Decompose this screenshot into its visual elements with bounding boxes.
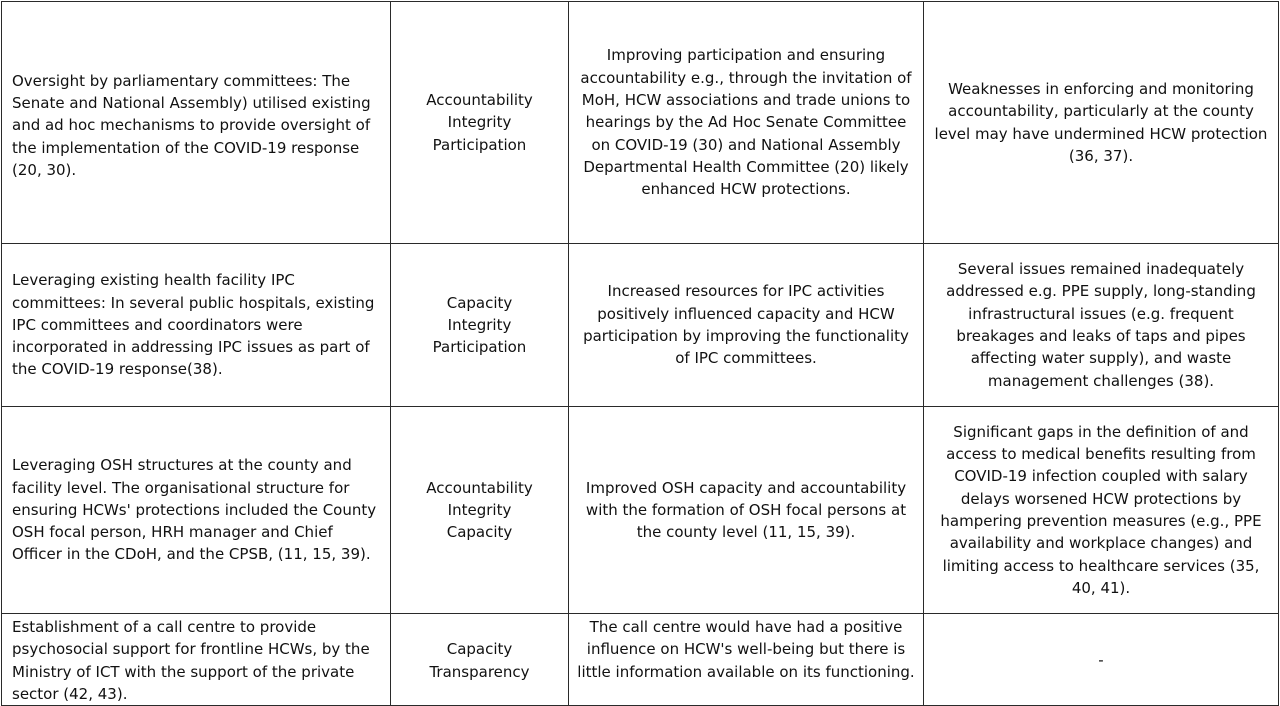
- table-row: [2, 2, 1279, 244]
- gaps-cell: -: [924, 614, 1279, 706]
- domain-label: Accountability: [426, 478, 533, 497]
- domain-label: Capacity: [446, 640, 513, 659]
- domain-label: Transparency: [429, 662, 530, 681]
- domain-label: Participation: [432, 135, 527, 154]
- domain-label: Integrity: [447, 315, 512, 334]
- table-row: [2, 244, 1279, 407]
- gaps-cell: Significant gaps in the definition of and access to medical benefits resulting from COVID-19 infection coupled with salary delays worsened HCW protections by hampering prevention measures (e.g., PPE availability and workplace changes) and limiting access to healthcare services (35, 40, 41).: [924, 407, 1279, 614]
- intervention-cell: Leveraging OSH structures at the county and facility level. The organisational structure for ensuring HCWs' protections included the County OSH focal person, HRH manager and Chief Officer in the CDoH, and the CPSB, (11, 15, 39).: [2, 407, 391, 614]
- domain-label: Capacity: [446, 293, 513, 312]
- effect-cell: Improving participation and ensuring accountability e.g., through the invitation of MoH, HCW associations and trade unions to hearings by the Ad Hoc Senate Committee on COVID-19 (30) and National Assembly Departmental Health Committee (20) likely enhanced HCW protections.: [569, 2, 924, 244]
- domains-cell: [391, 614, 569, 706]
- gaps-cell: Several issues remained inadequately addressed e.g. PPE supply, long-standing infrastructural issues (e.g. frequent breakages and leaks of taps and pipes affecting water supply), and waste management challenges (38).: [924, 244, 1279, 407]
- domain-label: Integrity: [447, 500, 512, 519]
- domain-label: Integrity: [447, 113, 512, 132]
- effect-cell: Improved OSH capacity and accountability with the formation of OSH focal persons at the county level (11, 15, 39).: [569, 407, 924, 614]
- domain-label: Participation: [432, 338, 527, 357]
- gaps-cell: Weaknesses in enforcing and monitoring accountability, particularly at the county level may have undermined HCW protection (36, 37).: [924, 2, 1279, 244]
- domain-label: Accountability: [426, 91, 533, 110]
- effect-cell: Increased resources for IPC activities positively influenced capacity and HCW participation by improving the functionality of IPC committees.: [569, 244, 924, 407]
- domains-cell: [391, 244, 569, 407]
- domain-label: Capacity: [446, 523, 513, 542]
- intervention-cell: Leveraging existing health facility IPC committees: In several public hospitals, existing IPC committees and coordinators were incorporated in addressing IPC issues as part of the COVID-19 response(38).: [2, 244, 391, 407]
- table-row: [2, 407, 1279, 614]
- effect-cell: The call centre would have had a positive influence on HCW's well-being but there is little information available on its functioning.: [569, 614, 924, 706]
- table-row: [2, 614, 1279, 706]
- governance-table: [1, 1, 1279, 706]
- domains-cell: [391, 407, 569, 614]
- intervention-cell: Establishment of a call centre to provide psychosocial support for frontline HCWs, by the Ministry of ICT with the support of the private sector (42, 43).: [2, 614, 391, 706]
- domains-cell: [391, 2, 569, 244]
- intervention-cell: Oversight by parliamentary committees: The Senate and National Assembly) utilised existing and ad hoc mechanisms to provide oversight of the implementation of the COVID-19 response (20, 30).: [2, 2, 391, 244]
